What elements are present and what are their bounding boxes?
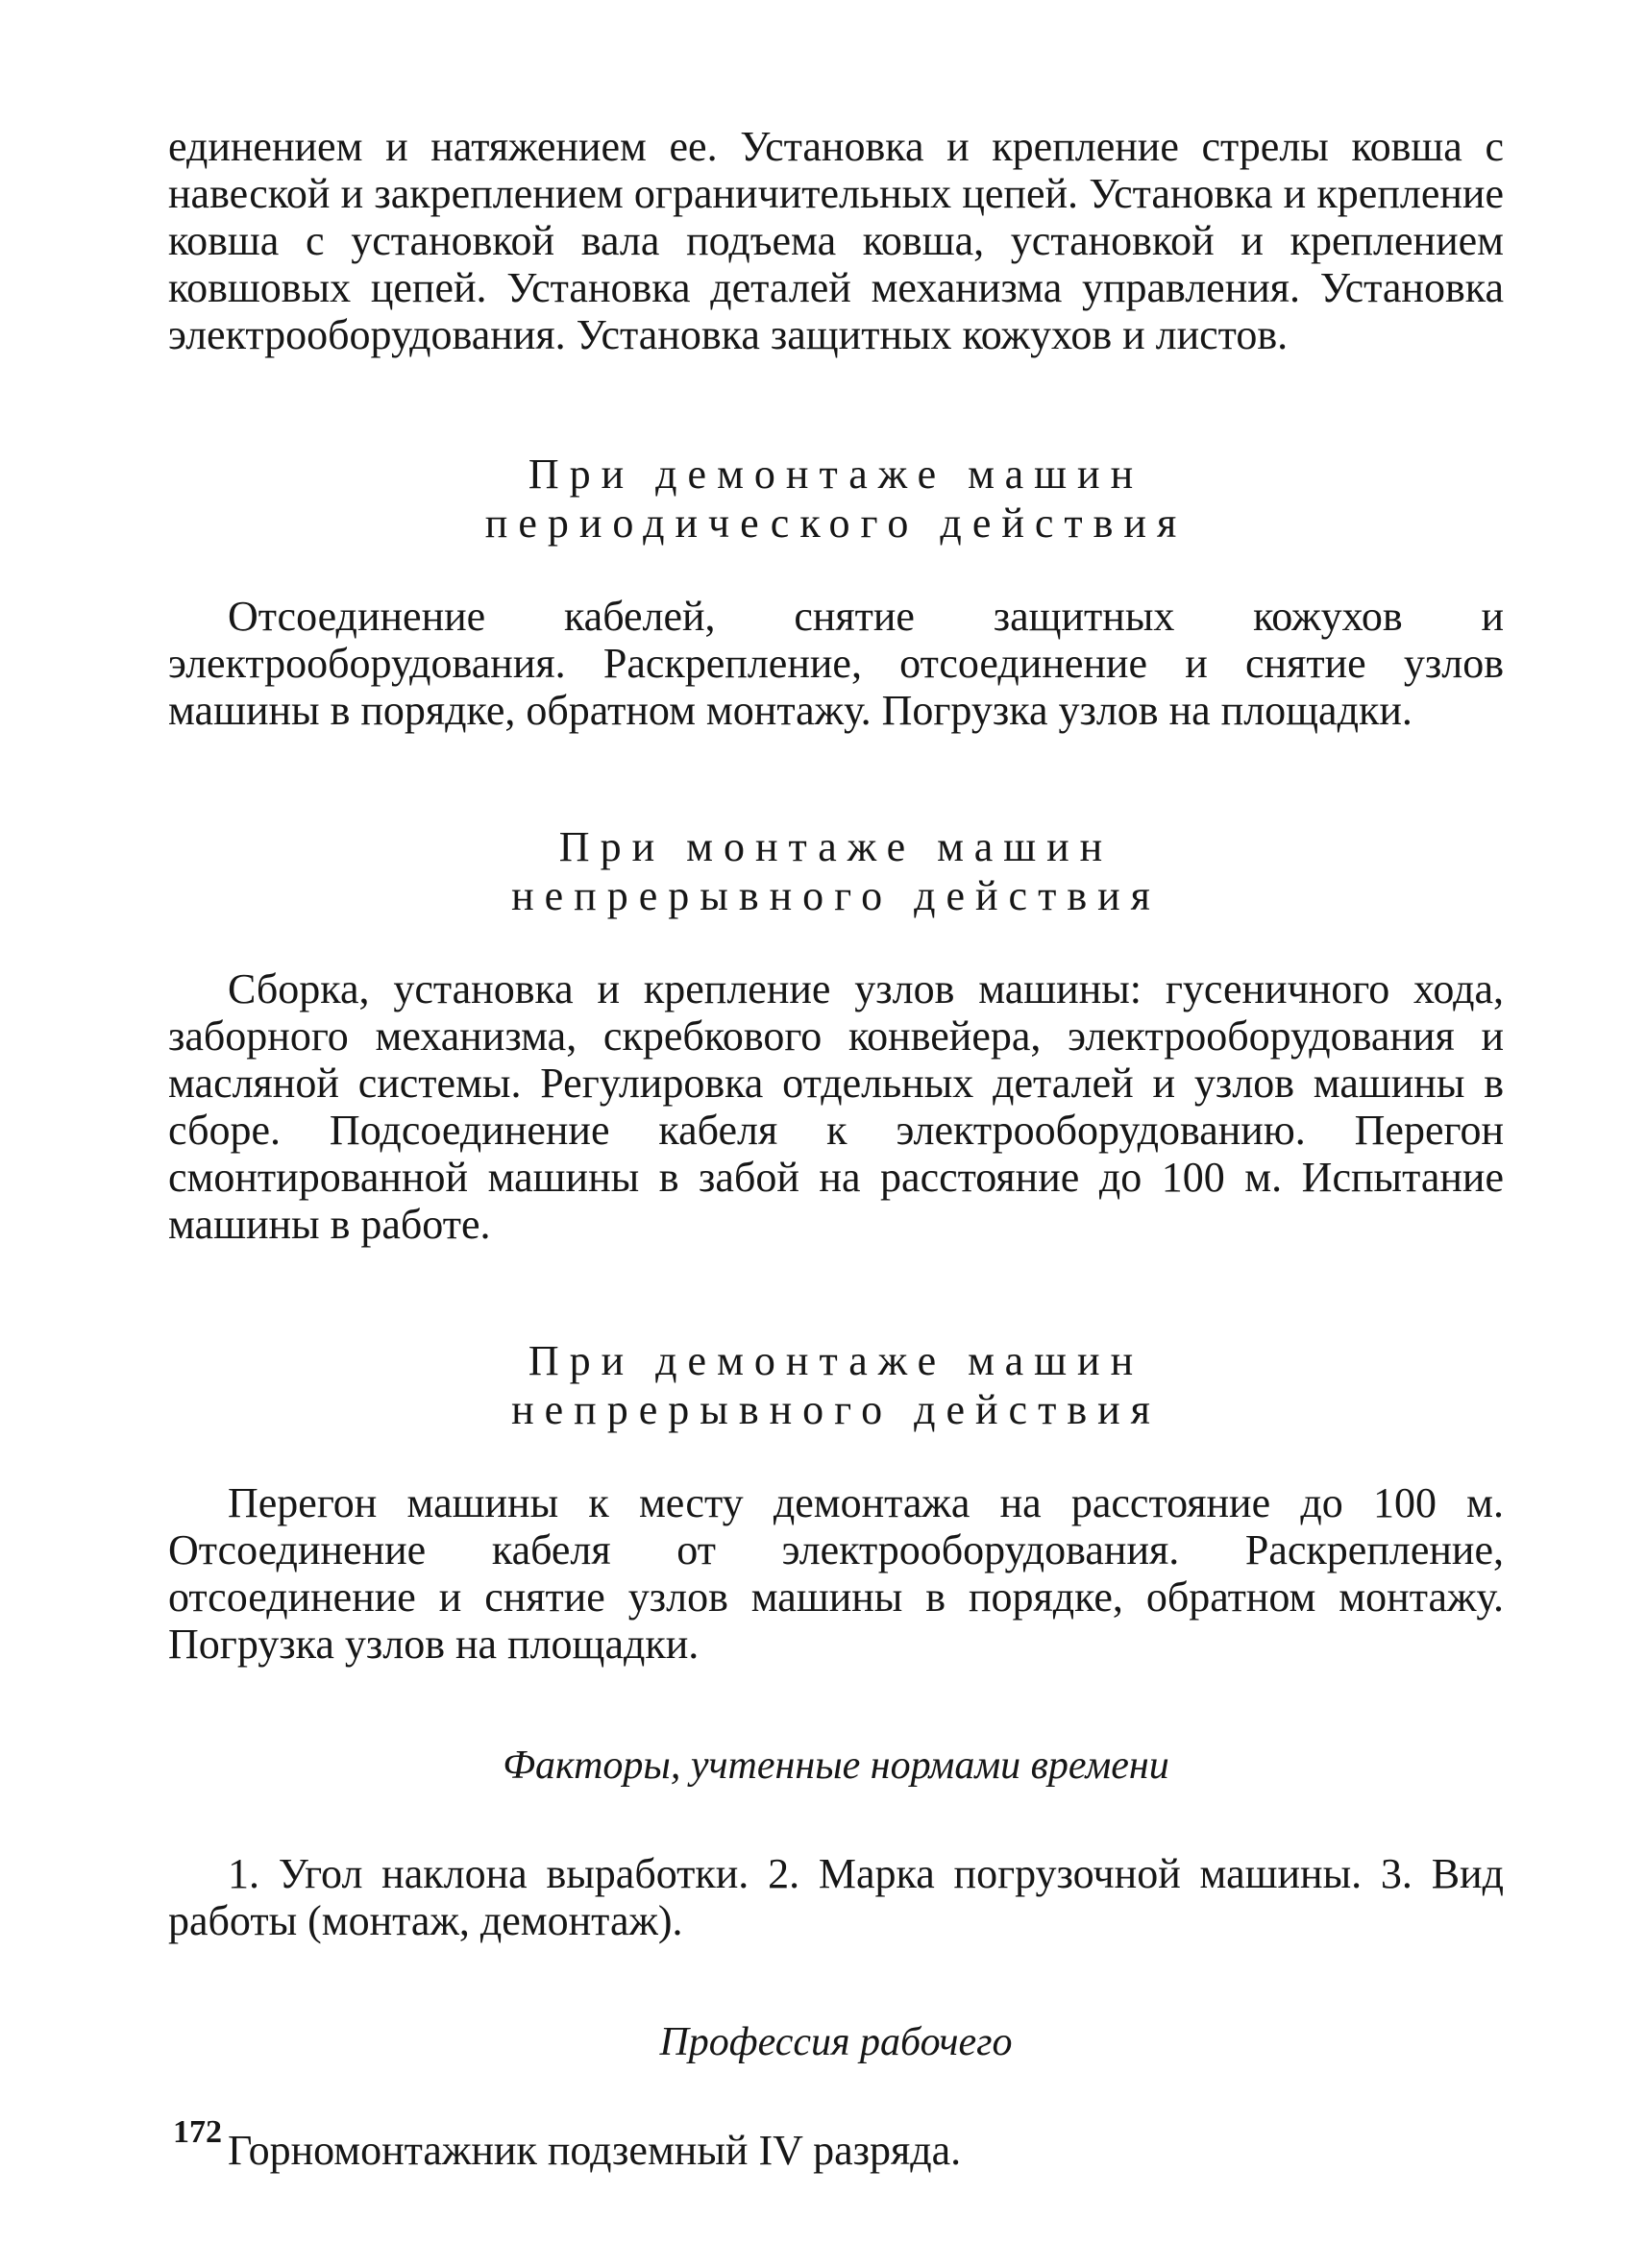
section-heading-dismantling-periodic	[168, 450, 1504, 548]
profession-heading: Профессия рабочего	[659, 2020, 1013, 2064]
section-paragraph-mounting-continuous: Сборка, установка и крепление узлов машины: гусеничного хода, заборного механизма, скребкового конвейера, электрооборудования и масляной системы. Регулировка отдельных деталей и узлов машины в сборе. Подсоединение кабеля к электрооборудованию. Перегон смонтированной машины в забой на расстояние до 100 м. Испытание машины в работе.	[168, 965, 1504, 1248]
intro-paragraph: единением и натяжением ее. Установка и крепление стрелы ковша с навеской и закреплением ограничительных цепей. Установка и крепление ковша с установкой вала подъема ковша, установкой и креплением ковшовых цепей. Установка деталей механизма управления. Установка электрооборудования. Установка защитных кожухов и листов.	[168, 123, 1504, 358]
section-heading-dismantling-continuous	[168, 1336, 1504, 1434]
heading-line-1: При монтаже машин	[558, 823, 1114, 870]
page-number: 172	[173, 2114, 222, 2150]
section-heading-mounting-continuous	[168, 822, 1504, 920]
factors-paragraph: 1. Угол наклона выработки. 2. Марка погрузочной машины. 3. Вид работы (монтаж, демонтаж).	[168, 1850, 1504, 1944]
factors-heading: Факторы, учтенные нормами времени	[503, 1744, 1169, 1788]
section-paragraph-dismantling-continuous: Перегон машины к месту демонтажа на расстояние до 100 м. Отсоединение кабеля от электрооборудования. Раскрепление, отсоединение и снятие узлов машины в порядке, обратном монтажу. Погрузка узлов на площадки.	[168, 1479, 1504, 1668]
heading-line-1: При демонтаже машин	[528, 1337, 1144, 1384]
profession-paragraph: Горномонтажник подземный IV разряда.	[228, 2127, 962, 2174]
section-paragraph-dismantling-periodic: Отсоединение кабелей, снятие защитных кожухов и электрооборудования. Раскрепление, отсоединение и снятие узлов машины в порядке, обратном монтажу. Погрузка узлов на площадки.	[168, 593, 1504, 734]
page-content	[168, 123, 1504, 2174]
heading-line-2: непрерывного действия	[511, 872, 1161, 919]
heading-line-1: При демонтаже машин	[528, 451, 1144, 498]
heading-line-2: непрерывного действия	[511, 1386, 1161, 1433]
heading-line-2: периодического действия	[484, 500, 1188, 547]
